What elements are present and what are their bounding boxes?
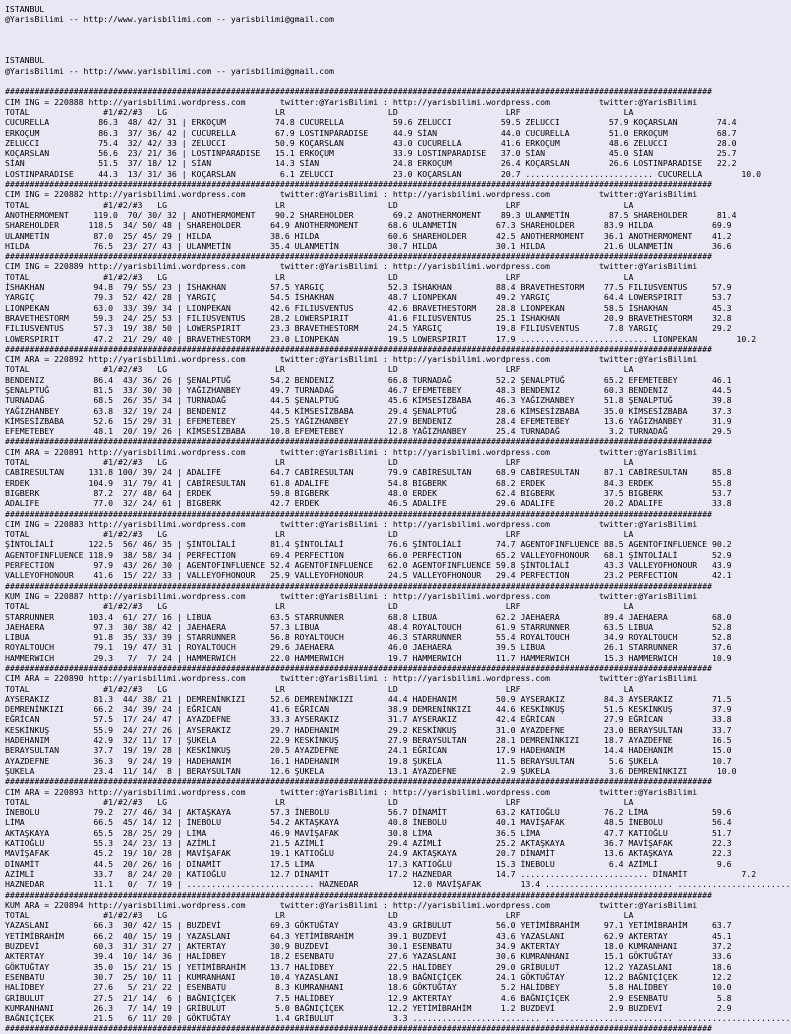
document-line: ################################################################################################################################################	[5, 663, 712, 673]
document-line: TOTAL #1/#2/#3 LG LR LD LRF LA	[5, 364, 634, 375]
document-line: LIBUA 91.8 35/ 33/ 39 | STARRUNNER 56.8 ROYALTOUCH 46.3 STARRUNNER 55.4 ROYALTOUCH 34.9 ROYALTOUCH 52.8	[5, 632, 732, 643]
document-line: CUCURELLA 86.3 48/ 42/ 31 | ERKOÇUM 74.8 CUCURELLA 59.6 ZELUCCI 59.5 ZELUCCI 57.9 KOÇARSLAN 74.4	[5, 117, 737, 128]
document-line: CIM ING = 220882 http://yarisbilimi.wordpress.com twitter:@YarisBilimi : http://yarisbilimi.wordpress.com twitter:@YarisBilimi	[5, 189, 698, 200]
document-line: KOÇARSLAN 56.6 23/ 21/ 36 | LOSTINPARADISE 15.1 ERKOÇUM 33.9 LOSTINPARADISE 37.0 SİAN 45.0 SİAN 25.7	[5, 148, 737, 159]
document-line: ################################################################################################################################################	[5, 580, 712, 591]
document-line: YETİMİBRAHİM 66.2 40/ 15/ 19 | YAZASLANI 64.3 YETİMİBRAHİM 39.1 BUZDEVİ 43.6 YAZASLANI 62.9 AKTERTAY 45.1	[5, 930, 732, 941]
document-line: AKTERTAY 39.4 10/ 14/ 36 | HALİDBEY 18.2 ESENBATU 27.6 YAZASLANI 30.6 KUMRANHANI 15.1 GÖKTUĞTAY 33.6	[5, 951, 732, 962]
document-line: @YarisBilimi -- http://www.yarisbilimi.com -- yarisbilimi@gmail.com	[5, 65, 334, 76]
document-line: TOTAL #1/#2/#3 LG LR LD LRF LA	[5, 199, 634, 210]
document-line: ################################################################################################################################################	[5, 436, 712, 447]
document-line: ################################################################################################################################################	[5, 86, 712, 97]
document-line: ################################################################################################################################################	[5, 508, 712, 519]
document-line: DEMRENİNKIZI 66.2 34/ 39/ 24 | EĞRİCAN 41.6 EĞRİCAN 38.9 DEMRENİNKIZI 44.6 KESKİNKUŞ 51.5 KESKİNKUŞ 37.9	[5, 704, 732, 715]
document-line: HALİDBEY 27.6 5/ 21/ 22 | ESENBATU 8.3 KUMRANHANI 18.6 GÖKTUĞTAY 5.2 HALİDBEY 5.8 HALİDBEY 10.0	[5, 982, 732, 993]
document-line: ESENBATU 30.7 25/ 10/ 11 | KUMRANHANI 10.4 YAZASLANI 18.9 BAĞNIÇİÇEK 24.1 GÖKTUĞTAY 12.2 BAĞNIÇİÇEK 12.2	[5, 971, 732, 982]
document-line: İNEBOLU 79.2 27/ 46/ 34 | AKTAŞKAYA 57.3 İNEBOLU 56.7 DİNAMİT 63.2 KATIOĞLU 76.2 LİMA 59.6	[5, 807, 732, 818]
document-line: STARRUNNER 103.4 61/ 27/ 16 | LIBUA 63.5 STARRUNNER 68.8 LIBUA 62.2 JAEHAERA 89.4 JAEHAERA 68.0	[5, 611, 732, 622]
document-line: BENDENIZ 86.4 43/ 36/ 26 | ŞENALPTUĞ 54.2 BENDENIZ 66.8 TURNADAĞ 52.2 ŞENALPTUĞ 65.2 EFEMETEBEY 46.1	[5, 374, 732, 385]
document-line: GÖKTUĞTAY 35.0 15/ 21/ 15 | YETİMİBRAHİM 13.7 HALİDBEY 22.5 HALİDBEY 29.0 GRİBULUT 12.2 YAZASLANI 18.6	[5, 961, 732, 972]
document-line: ŞİNTOLİALİ 122.5 56/ 46/ 35 | ŞİNTOLİALİ 81.4 ŞİNTOLİALİ 76.6 ŞİNTOLİALİ 74.7 AGENTOFINFLUENCE 88.5 AGENTOFINFLUENCE 90.2	[5, 539, 732, 550]
document-line: BIGBERK 87.2 27/ 48/ 64 | ERDEK 59.8 BIGBERK 48.0 ERDEK 62.4 BIGBERK 37.5 BIGBERK 53.7	[5, 487, 732, 498]
document-line: KUM ING = 220887 http://yarisbilimi.wordpress.com twitter:@YarisBilimi : http://yarisbilimi.wordpress.com twitter:@YarisBilimi	[5, 590, 698, 601]
document-line	[5, 45, 787, 55]
document-line: GRİBULUT 27.5 21/ 14/ 6 | BAĞNIÇİÇEK 7.5 HALİDBEY 12.9 AKTERTAY 4.6 BAĞNIÇİÇEK 2.9 ESENBATU 5.8	[5, 992, 732, 1003]
document-line: @YarisBilimi -- http://www.yarisbilimi.com -- yarisbilimi@gmail.com	[5, 14, 334, 25]
document-line: ERDEK 104.9 31/ 79/ 41 | CABİRESULTAN 61.8 ADALIFE 54.8 BIGBERK 68.2 ERDEK 84.3 ERDEK 55.8	[5, 477, 732, 488]
document-line: BERAYSULTAN 37.7 19/ 19/ 28 | KESKİNKUŞ 20.5 AYAZDEFNE 24.1 EĞRİCAN 17.9 HADEHANIM 14.4 HADEHANIM 15.0	[5, 745, 732, 756]
document-line: YARGIÇ 79.3 52/ 42/ 28 | YARGIÇ 54.5 İSHAKHAN 48.7 LIONPEKAN 49.2 YARGIÇ 64.4 LOWERSPIRIT 53.7	[5, 292, 732, 303]
document-line: KUMRANHANI 26.3 7/ 14/ 19 | GRİBULUT 5.0 BAĞNIÇİÇEK 12.2 YETİMİBRAHİM 1.2 BUZDEVİ 2.9 BUZDEVİ 2.9	[5, 1002, 732, 1013]
document-line: ISTANBUL	[5, 55, 45, 66]
document-line: LOSTINPARADISE 44.3 13/ 31/ 36 | KOÇARSLAN 6.1 ZELUCCI 23.0 KOÇARSLAN 20.7 .......................... CUCURELLA 10.0	[5, 168, 762, 179]
document-line: CIM ARA = 220892 http://yarisbilimi.wordpress.com twitter:@YarisBilimi : http://yarisbilimi.wordpress.com twitter:@YarisBilimi	[5, 354, 698, 365]
document-line: HAZNEDAR 11.1 0/ 7/ 19 | .......................... HAZNEDAR 12.0 MAVİŞAFAK 13.4 .......................... .......................	[5, 879, 791, 890]
document-line: ŞENALPTUĞ 81.5 33/ 30/ 30 | YAĞIZHANBEY 49.7 TURNADAĞ 46.7 EFEMETEBEY 48.3 BENDENIZ 60.3 BENDENIZ 44.5	[5, 384, 732, 395]
document-line: VALLEYOFHONOUR 41.6 15/ 22/ 33 | VALLEYOFHONOUR 25.9 VALLEYOFHONOUR 24.5 VALLEYOFHONOUR 29.4 PERFECTION 23.2 PERFECTION 42.1	[5, 570, 732, 581]
document-line: HILDA 76.5 23/ 27/ 43 | ULANMETİN 35.4 ULANMETİN 30.7 HILDA 30.1 HILDA 21.6 ULANMETİN 36.6	[5, 240, 732, 251]
document-line: CIM ARA = 220890 http://yarisbilimi.wordpress.com twitter:@YarisBilimi : http://yarisbilimi.wordpress.com twitter:@YarisBilimi	[5, 673, 698, 684]
document-line: ################################################################################################################################################	[5, 889, 712, 900]
document-line: PERFECTION 97.9 43/ 26/ 30 | AGENTOFINFLUENCE 52.4 AGENTOFINFLUENCE 62.0 AGENTOFINFLUENCE 59.8 ŞİNTOLİALİ 43.3 VALLEYOFHONOUR 43.9	[5, 560, 732, 571]
document-line: AKTAŞKAYA 65.5 28/ 25/ 29 | LİMA 46.9 MAVİŞAFAK 30.8 LİMA 36.5 LİMA 47.7 KATIOĞLU 51.7	[5, 827, 732, 838]
document-line: TURNADAĞ 68.5 26/ 35/ 34 | TURNADAĞ 44.5 ŞENALPTUĞ 45.6 KİMSESİZBABA 46.3 YAĞIZHANBEY 51.8 ŞENALPTUĞ 39.8	[5, 395, 732, 406]
document-line	[5, 76, 787, 86]
document-line	[5, 35, 787, 45]
document-line: ################################################################################################################################################	[5, 179, 712, 190]
document-line: ################################################################################################################################################	[5, 343, 712, 354]
document-line: HAMMERWICH 29.3 7/ 7/ 24 | HAMMERWICH 22.0 HAMMERWICH 19.7 HAMMERWICH 11.7 HAMMERWICH 15.3 HAMMERWICH 10.9	[5, 652, 732, 663]
document-line: TOTAL #1/#2/#3 LG LR LD LRF LA	[5, 529, 634, 540]
document-line: ROYALTOUCH 79.1 19/ 47/ 31 | ROYALTOUCH 29.6 JAEHAERA 46.0 JAEHAERA 39.5 LIBUA 26.1 STARRUNNER 37.6	[5, 642, 732, 653]
document-line: TOTAL #1/#2/#3 LG LR LD LRF LA	[5, 601, 634, 612]
document-line: TOTAL #1/#2/#3 LG LR LD LRF LA	[5, 457, 634, 468]
document-line: ANOTHERMOMENT 119.0 70/ 30/ 32 | ANOTHERMOMENT 90.2 SHAREHOLDER 69.2 ANOTHERMOMENT 89.3 ULANMETİN 87.5 SHAREHOLDER 81.4	[5, 209, 737, 220]
document-line: KATIOĞLU 55.3 24/ 23/ 13 | AZİMLİ 21.5 AZİMLİ 29.4 AZİMLİ 25.2 AKTAŞKAYA 36.7 MAVİŞAFAK 22.3	[5, 838, 732, 849]
document-line: CIM ARA = 220891 http://yarisbilimi.wordpress.com twitter:@YarisBilimi : http://yarisbilimi.wordpress.com twitter:@YarisBilimi	[5, 446, 698, 457]
document-line: JAEHAERA 97.3 30/ 38/ 42 | JAEHAERA 57.3 LIBUA 48.4 ROYALTOUCH 61.9 STARRUNNER 63.5 LIBUA 52.8	[5, 621, 732, 632]
document-line: AZİMLİ 33.7 8/ 24/ 20 | KATIOĞLU 12.7 DİNAMİT 17.2 HAZNEDAR 14.7 .......................... DİNAMİT 7.2	[5, 868, 757, 879]
document-line: CIM ING = 220889 http://yarisbilimi.wordpress.com twitter:@YarisBilimi : http://yarisbilimi.wordpress.com twitter:@YarisBilimi	[5, 261, 698, 272]
document-line: ZELUCCI 75.4 32/ 42/ 33 | ZELUCCI 50.9 KOÇARSLAN 43.0 CUCURELLA 41.6 ERKOÇUM 48.6 ZELUCCI 28.0	[5, 137, 737, 148]
document-line: BAĞNIÇİÇEK 21.5 6/ 11/ 20 | GÖKTUĞTAY 1.4 GRİBULUT 3.3 .......................... .......................... .......................	[5, 1013, 791, 1024]
document-line: LOWERSPIRIT 47.2 21/ 29/ 40 | BRAVETHESTORM 23.0 LIONPEKAN 19.5 LOWERSPIRIT 17.9 .......................... LIONPEKAN 10.2	[5, 333, 757, 344]
document-line: FILIUSVENTUS 57.3 19/ 38/ 50 | LOWERSPIRIT 23.3 BRAVETHESTORM 24.5 YARGIÇ 19.8 FILIUSVENTUS 7.8 YARGIÇ 29.2	[5, 323, 732, 334]
document-line: ŞUKELA 23.4 11/ 14/ 8 | BERAYSULTAN 12.6 ŞUKELA 13.1 AYAZDEFNE 2.9 ŞUKELA 3.6 DEMRENİNKIZI 10.0	[5, 765, 737, 776]
document-line: AYAZDEFNE 36.3 9/ 24/ 19 | HADEHANIM 16.1 HADEHANIM 19.8 ŞUKELA 11.5 BERAYSULTAN 5.6 ŞUKELA 10.7	[5, 755, 732, 766]
document-line: EĞRİCAN 57.5 17/ 24/ 47 | AYAZDEFNE 33.3 AYSERAKIZ 31.7 AYSERAKIZ 42.4 EĞRİCAN 27.9 EĞRİCAN 33.8	[5, 714, 732, 725]
document-line: TOTAL #1/#2/#3 LG LR LD LRF LA	[5, 271, 634, 282]
document-line: YAĞIZHANBEY 63.8 32/ 19/ 24 | BENDENIZ 44.5 KİMSESİZBABA 29.4 ŞENALPTUĞ 28.6 KİMSESİZBABA 35.0 KİMSESİZBABA 37.3	[5, 405, 732, 416]
document-line: BRAVETHESTORM 59.3 24/ 25/ 53 | FILIUSVENTUS 28.2 LOWERSPIRIT 41.6 FILIUSVENTUS 25.1 İSHAKHAN 20.9 BRAVETHESTORM 32.8	[5, 312, 732, 323]
document-line: ################################################################################################################################################	[5, 251, 712, 262]
document-line: ################################################################################################################################################	[5, 1023, 712, 1034]
document-line: ################################################################################################################################################	[5, 776, 712, 787]
document-line: LIONPEKAN 63.0 33/ 39/ 34 | LIONPEKAN 42.6 FILIUSVENTUS 42.6 BRAVETHESTORM 28.8 LIONPEKAN 58.5 İSHAKHAN 45.3	[5, 302, 732, 313]
document-line: MAVİŞAFAK 45.2 19/ 10/ 28 | MAVİŞAFAK 19.1 KATIOĞLU 24.9 AKTAŞKAYA 20.7 DİNAMİT 13.6 AKTAŞKAYA 22.3	[5, 848, 732, 859]
document-line: SHAREHOLDER 118.5 34/ 50/ 48 | SHAREHOLDER 64.9 ANOTHERMOMENT 68.6 ULANMETİN 67.3 SHAREHOLDER 83.9 HILDA 69.9	[5, 220, 732, 231]
document-line: YAZASLANI 66.3 30/ 42/ 15 | BUZDEVİ 69.3 GÖKTUĞTAY 43.9 GRİBULUT 56.0 YETİMİBRAHİM 97.1 YETİMİBRAHİM 63.7	[5, 920, 732, 931]
document-line: CIM ING = 220888 http://yarisbilimi.wordpress.com twitter:@YarisBilimi : http://yarisbilimi.wordpress.com twitter:@YarisBilimi	[5, 96, 698, 107]
document-line: TOTAL #1/#2/#3 LG LR LD LRF LA	[5, 796, 634, 807]
document-line: TOTAL #1/#2/#3 LG LR LD LRF LA	[5, 683, 634, 694]
document-line: AYSERAKIZ 81.3 44/ 38/ 21 | DEMRENİNKIZI 52.6 DEMRENİNKIZI 44.4 HADEHANIM 50.9 AYSERAKIZ 84.3 AYSERAKIZ 71.5	[5, 693, 732, 704]
document-line: ADALIFE 77.0 32/ 24/ 61 | BIGBERK 42.7 ERDEK 46.5 ADALIFE 29.6 ADALIFE 20.2 ADALIFE 33.8	[5, 498, 732, 509]
document-line: DİNAMİT 44.5 20/ 26/ 16 | DİNAMİT 17.5 LİMA 17.3 KATIOĞLU 15.3 İNEBOLU 6.4 AZİMLİ 9.6	[5, 858, 732, 869]
document-line: TOTAL #1/#2/#3 LG LR LD LRF LA	[5, 106, 634, 117]
document-line: HADEHANIM 42.9 32/ 11/ 17 | ŞUKELA 22.9 KESKİNKUŞ 27.9 BERAYSULTAN 28.1 DEMRENİNKIZI 18.7 AYAZDEFNE 16.5	[5, 735, 732, 746]
document-line: ERKOÇUM 86.3 37/ 36/ 42 | CUCURELLA 67.9 LOSTINPARADISE 44.9 SİAN 44.0 CUCURELLA 51.0 ERKOÇUM 68.7	[5, 127, 737, 138]
document-line	[5, 25, 787, 35]
document-line: KİMSESİZBABA 52.6 15/ 29/ 31 | EFEMETEBEY 25.5 YAĞIZHANBEY 27.9 BENDENIZ 28.4 EFEMETEBEY 13.6 YAĞIZHANBEY 31.9	[5, 415, 732, 426]
document-line: CABİRESULTAN 131.8 100/ 39/ 24 | ADALIFE 64.7 CABİRESULTAN 79.9 CABİRESULTAN 68.9 CABİRESULTAN 87.1 CABİRESULTAN 85.8	[5, 467, 732, 478]
document-line: SİAN 51.5 37/ 18/ 12 | SİAN 14.3 SİAN 24.8 ERKOÇUM 26.4 KOÇARSLAN 26.6 LOSTINPARADISE 22.2	[5, 158, 737, 169]
document-line: İSHAKHAN 94.8 79/ 55/ 23 | İSHAKHAN 57.5 YARGIÇ 52.3 İSHAKHAN 88.4 BRAVETHESTORM 77.5 FILIUSVENTUS 57.9	[5, 282, 732, 293]
document-line: KESKİNKUŞ 55.9 24/ 27/ 26 | AYSERAKIZ 29.7 HADEHANIM 29.2 KESKİNKUŞ 31.0 AYAZDEFNE 23.0 BERAYSULTAN 33.7	[5, 724, 732, 735]
document-line: ULANMETİN 87.0 25/ 45/ 29 | HILDA 38.6 HILDA 60.6 SHAREHOLDER 42.5 ANOTHERMOMENT 36.1 ANOTHERMOMENT 41.2	[5, 230, 732, 241]
document-line: AGENTOFINFLUENCE 118.9 38/ 58/ 34 | PERFECTION 69.4 PERFECTION 66.0 PERFECTION 65.2 VALLEYOFHONOUR 68.1 ŞİNTOLİALİ 52.9	[5, 549, 732, 560]
document-line: BUZDEVİ 60.3 31/ 31/ 27 | AKTERTAY 30.9 BUZDEVİ 30.1 ESENBATU 34.9 AKTERTAY 18.0 KUMRANHANI 37.2	[5, 941, 732, 952]
document-line: EFEMETEBEY 48.1 20/ 19/ 26 | KİMSESİZBABA 10.8 EFEMETEBEY 12.8 YAĞIZHANBEY 25.4 TURNADAĞ 3.2 TURNADAĞ 29.5	[5, 426, 732, 437]
document-line: ISTANBUL	[5, 4, 45, 14]
document-line: CIM ING = 220883 http://yarisbilimi.wordpress.com twitter:@YarisBilimi : http://yarisbilimi.wordpress.com twitter:@YarisBilimi	[5, 518, 698, 529]
document-line: KUM ARA = 220894 http://yarisbilimi.wordpress.com twitter:@YarisBilimi : http://yarisbilimi.wordpress.com twitter:@YarisBilimi	[5, 899, 698, 910]
document-line: CIM ARA = 220893 http://yarisbilimi.wordpress.com twitter:@YarisBilimi : http://yarisbilimi.wordpress.com twitter:@YarisBilimi	[5, 786, 698, 797]
document-line: LİMA 66.5 45/ 14/ 12 | İNEBOLU 54.2 AKTAŞKAYA 40.8 İNEBOLU 40.1 MAVİŞAFAK 48.5 İNEBOLU 56.4	[5, 817, 732, 828]
document-line: TOTAL #1/#2/#3 LG LR LD LRF LA	[5, 910, 634, 921]
